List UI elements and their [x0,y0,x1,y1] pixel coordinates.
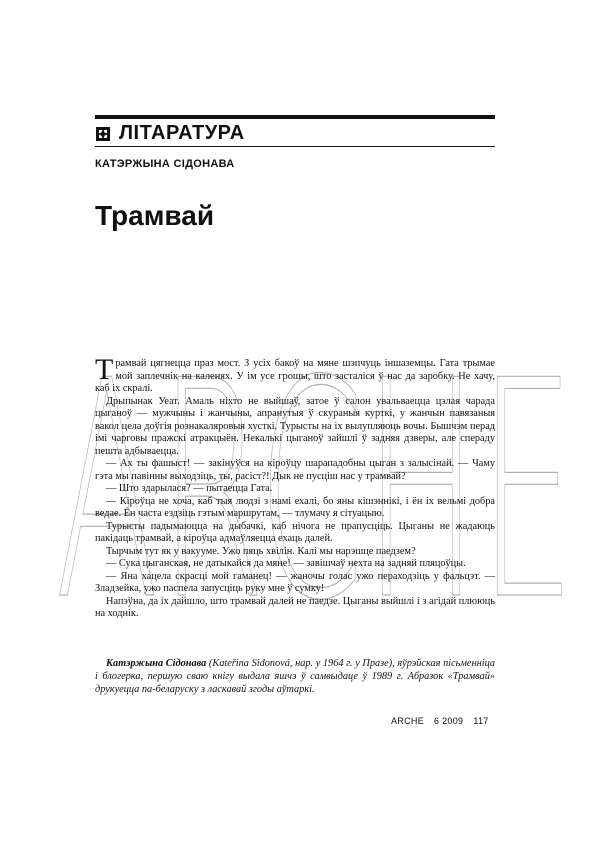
story-title: Трамвай [95,200,215,231]
paragraph: — Сука цыганская, не датыкайся да мяне! — завішчаў нехта на задняй пляцоўцы. [106,558,466,569]
section-header [95,122,245,145]
paragraph: — Ах ты фашыст! — закінуўся на кіроўцу шарападобны цыган з залысінай. — Чаму гэта мы павінны выходзіць, ты, расіст?! Дык не пусціш нас у трамвай? [95,458,495,482]
section-divider [95,146,495,147]
author-bio [95,658,495,696]
bio-text: (Kateřina Sidonová, нар. у 1964 г. у Празе), яўрэйская пісьменніца і блогерка, першую сваю кнігу выдала яшчэ ў самвыдаце ў 1989 г. Абразок «Трамвай» друкуецца па-беларуску з ласкавай згоды аўтаркі. [95,658,495,695]
story-body [95,353,495,621]
paragraph: — Яна хацела скрасці мой гаманец! — жаночы голас ужо пераходзіць у фальцэт. — Зладзейка, ужо паспела запусціць руку мне ў сумку! [95,570,495,594]
section-title: ЛІТАРАТУРА [119,122,245,144]
paragraph: Дрыпынак Уеат. Амаль ніхто не выйшаў, затое ў салон увальваецца цэлая чарада цыганоў — мужчыны і жанчыны, апранутыя ў скураныя курткі, у жанчын павязаныя вакол цела доўгія рознакаляровыя хусткі. Турысты на іх вылупляюць вочы. Бышчэм перад імі чарговы пражскі атракцыён. Некалькі цыганоў зайшлі ў задняя дзверы, але спераду пешта адбываецца. [95,395,495,457]
dropcap: Т [95,353,114,386]
paragraph: Турысты падымаюцца на дыбачкі, каб нічога не прапусціць. Цыганы не жадаюць пакідаць трамвай, а кіроўца адмаўляецца ехаць далей. [95,520,495,544]
paragraph: Тырчым тут як у вакууме. Ужо пяць хвілін. Калі мы нарэшце паедзем? [106,545,416,557]
issue-number: 6 2009 [434,716,464,726]
section-ornament-icon [95,126,111,142]
author-heading: КАТЭРЖЫНА СІДОНАВА [95,158,235,170]
paragraph: Напэўна, да іх дайшло, што трамвай далей не паедзе. Цыганы выйшлі і з агідай плююць на ходнік. [95,595,495,619]
bio-name: Катэржына Сідонава [106,658,207,669]
page-number: 117 [473,716,489,726]
journal-name: ARCHE [391,716,425,726]
paragraph: — Кіроўца не хоча, каб тыя людзі з намі ехалі, бо яны кішэннікі, і ён іх вельмі добра ведае. Ён часта ездзіць гэтым маршрутам, — тлумачу я сітуацыю. [95,495,495,519]
top-rule [95,115,495,119]
paragraph: — Што здарылася? — пытаецца Гата. [106,483,273,494]
paragraph: Трамвай цягнецца праз мост. З усіх бакоў на мяне шэпчуць іншаземцы. Гата трымае мой заплечнік на каленях. У ім усе грошы, што засталіся ў нас да заробку. Не хачу, каб іх скралі. [95,353,495,394]
page-footer [391,716,489,726]
watermark-text: ARCHE [55,317,575,610]
